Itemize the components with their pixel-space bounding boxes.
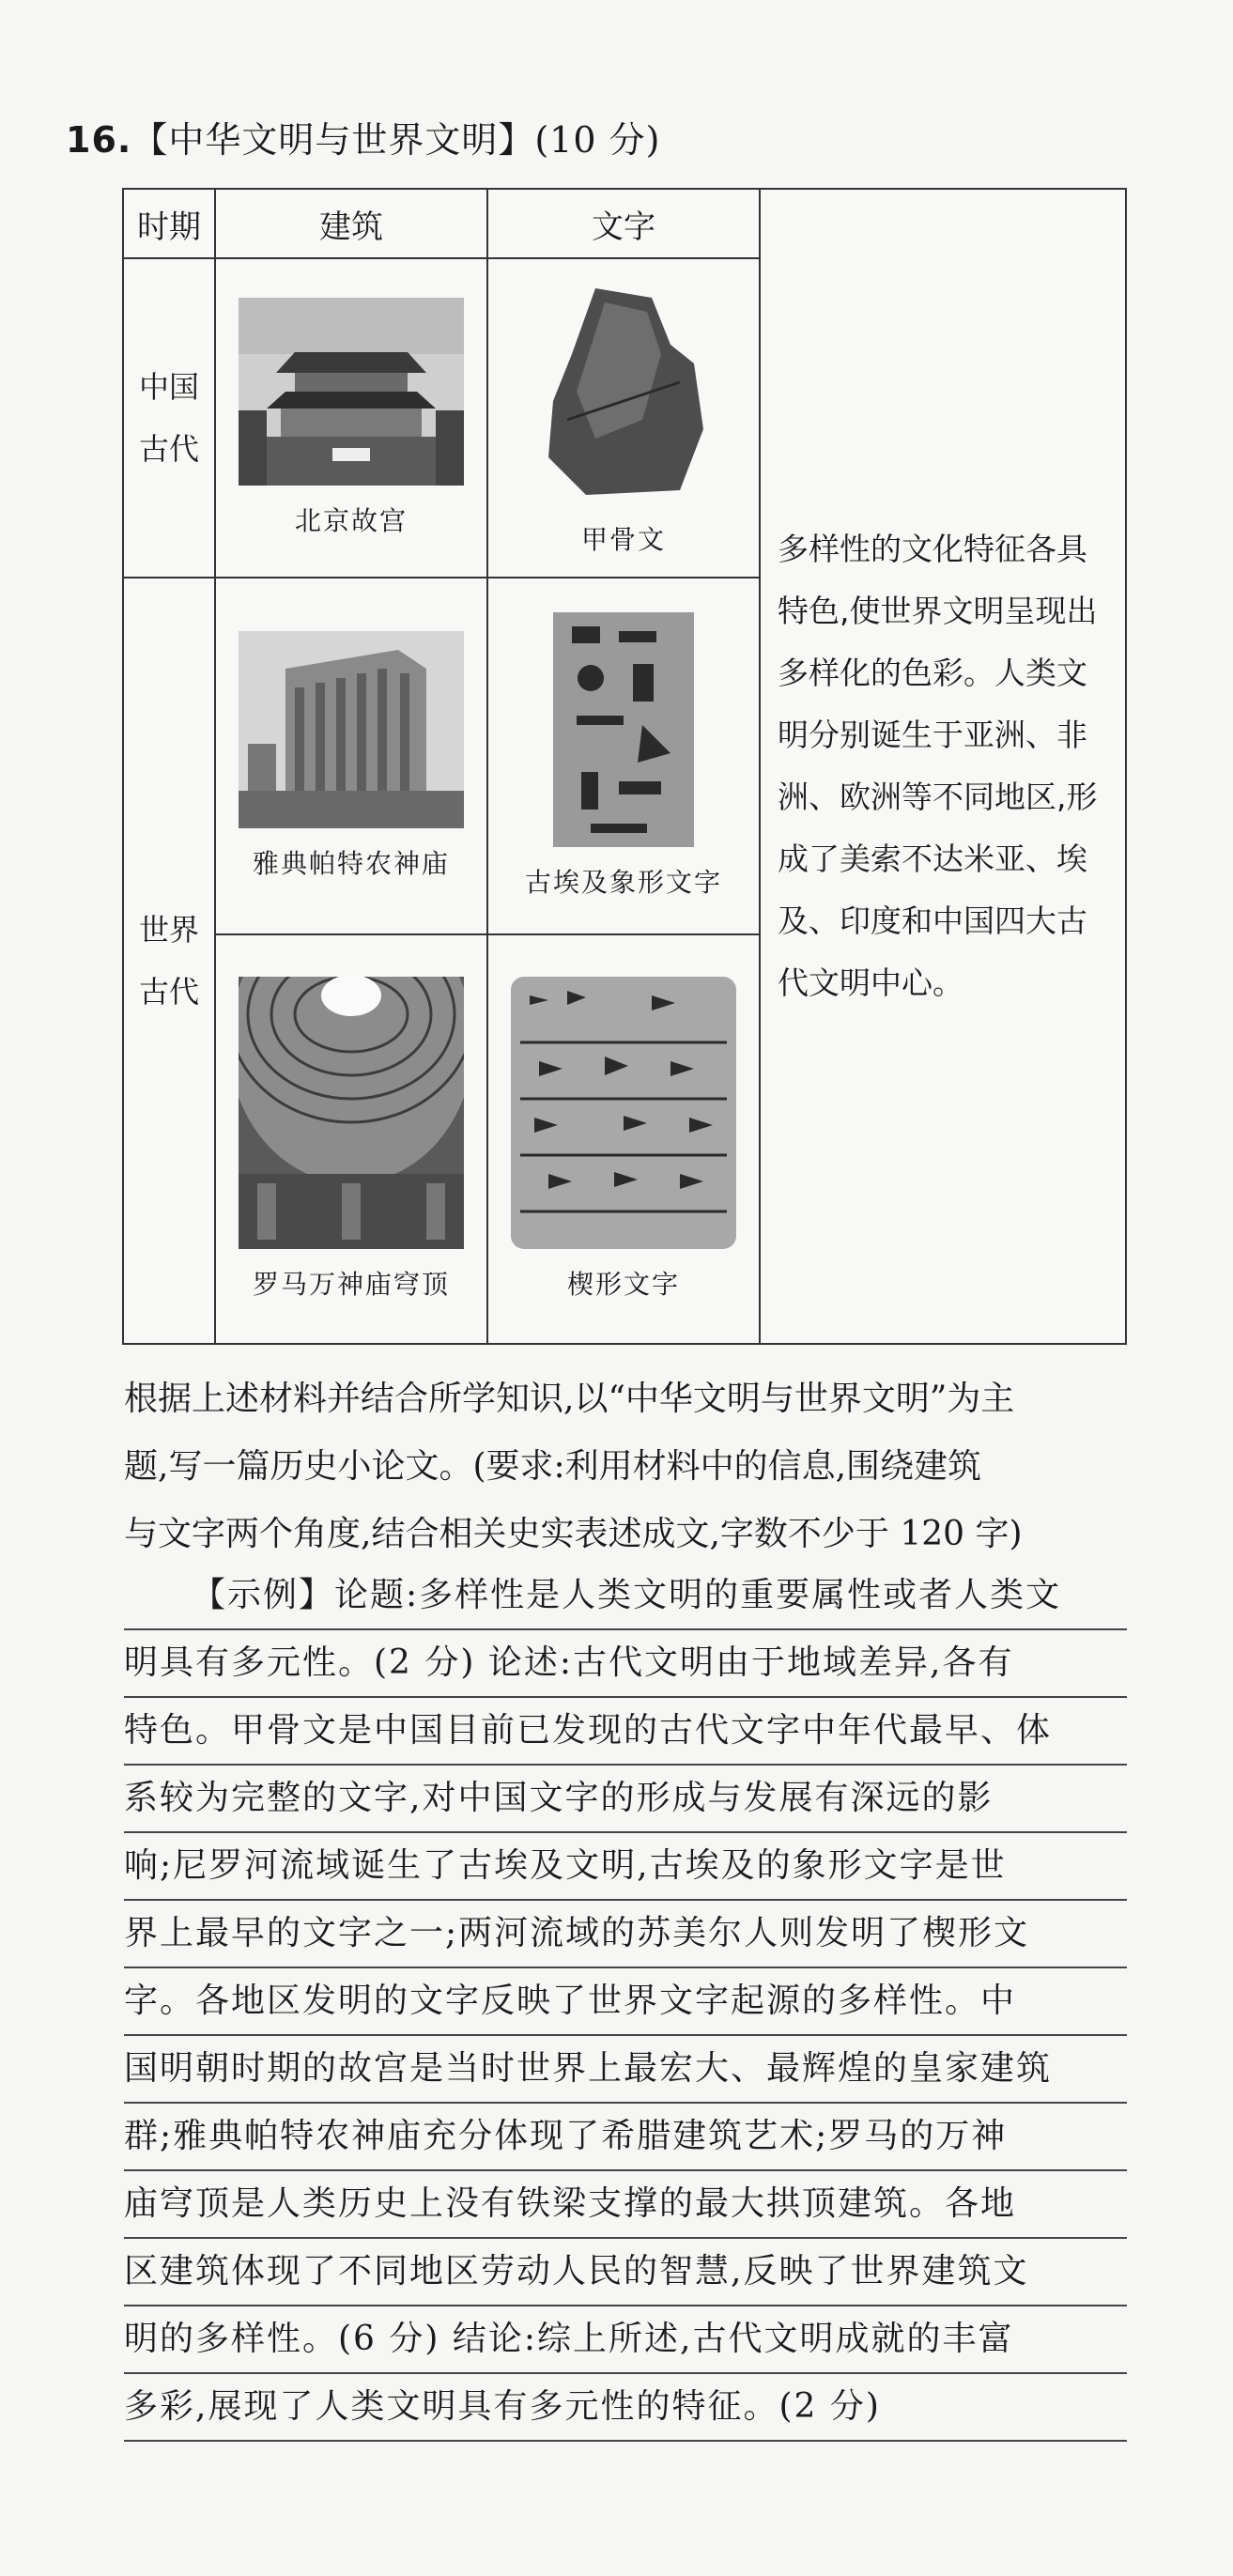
answer-line: 【示例】论题:多样性是人类文明的重要属性或者人类文 — [124, 1563, 1127, 1630]
answer-line: 国明朝时期的故宫是当时世界上最宏大、最辉煌的皇家建筑 — [124, 2036, 1127, 2104]
answer-line: 多彩,展现了人类文明具有多元性的特征。(2 分) — [124, 2374, 1127, 2442]
answer-line: 明的多样性。(6 分) 结论:综上所述,古代文明成就的丰富 — [124, 2306, 1127, 2374]
answer-line: 系较为完整的文字,对中国文字的形成与发展有深远的影 — [124, 1766, 1127, 1833]
answer-line: 特色。甲骨文是中国目前已发现的古代文字中年代最早、体 — [124, 1698, 1127, 1766]
pantheon-dome-photo — [239, 977, 464, 1249]
answer-line: 明具有多元性。(2 分) 论述:古代文明由于地域差异,各有 — [124, 1630, 1127, 1698]
script-caption-2: 古埃及象形文字 — [524, 867, 722, 898]
prompt-line: 根据上述材料并结合所学知识,以“中华文明与世界文明”为主 — [124, 1380, 1015, 1418]
building-caption-3: 罗马万神庙穹顶 — [252, 1269, 450, 1300]
building-caption-2: 雅典帕特农神庙 — [252, 848, 450, 879]
cuneiform-cell — [487, 934, 760, 1344]
hieroglyph-photo — [553, 612, 694, 847]
script-caption-1: 甲骨文 — [580, 524, 666, 555]
prompt-line: 题,写一篇历史小论文。(要求:利用材料中的信息,围绕建筑 — [124, 1447, 982, 1486]
hieroglyph-cell — [487, 578, 760, 934]
answer-line: 字。各地区发明的文字反映了世界文字起源的多样性。中 — [124, 1968, 1127, 2036]
question-title — [66, 111, 660, 162]
answer-line: 区建筑体现了不同地区劳动人民的智慧,反映了世界建筑文 — [124, 2239, 1127, 2306]
oracle-bone-photo — [530, 279, 717, 504]
cuneiform-photo — [511, 977, 736, 1249]
header-script: 文字 — [487, 189, 760, 258]
oracle-bone-cell — [487, 258, 760, 578]
building-caption-1: 北京故宫 — [294, 505, 408, 536]
material-table — [122, 188, 1127, 1345]
question-prompt — [124, 1365, 1127, 1568]
pantheon-cell — [215, 934, 487, 1344]
period-world: 世界 古代 — [123, 578, 215, 1344]
header-period: 时期 — [123, 189, 215, 258]
header-building: 建筑 — [215, 189, 487, 258]
parthenon-cell — [215, 578, 487, 934]
period-china: 中国 古代 — [123, 258, 215, 578]
answer-line: 庙穹顶是人类历史上没有铁梁支撑的最大拱顶建筑。各地 — [124, 2171, 1127, 2239]
side-note: 多样性的文化特征各具特色,使世界文明呈现出多样化的色彩。人类文明分别诞生于亚洲、非洲、欧洲等不同地区,形成了美索不达米亚、埃及、印度和中国四大古代文明中心。 — [760, 189, 1126, 1344]
question-heading: 【中华文明与世界文明】(10 分) — [131, 119, 661, 161]
parthenon-photo — [239, 631, 464, 828]
script-caption-3: 楔形文字 — [566, 1269, 680, 1300]
answer-line: 响;尼罗河流域诞生了古埃及文明,古埃及的象形文字是世 — [124, 1833, 1127, 1901]
prompt-line: 与文字两个角度,结合相关史实表述成文,字数不少于 120 字) — [124, 1515, 1023, 1553]
forbidden-city-cell — [215, 258, 487, 578]
answer-line: 群;雅典帕特农神庙充分体现了希腊建筑艺术;罗马的万神 — [124, 2104, 1127, 2171]
answer-line: 界上最早的文字之一;两河流域的苏美尔人则发明了楔形文 — [124, 1901, 1127, 1968]
sample-answer — [124, 1563, 1127, 2442]
question-number: 16. — [66, 119, 132, 161]
forbidden-city-photo — [239, 298, 464, 486]
